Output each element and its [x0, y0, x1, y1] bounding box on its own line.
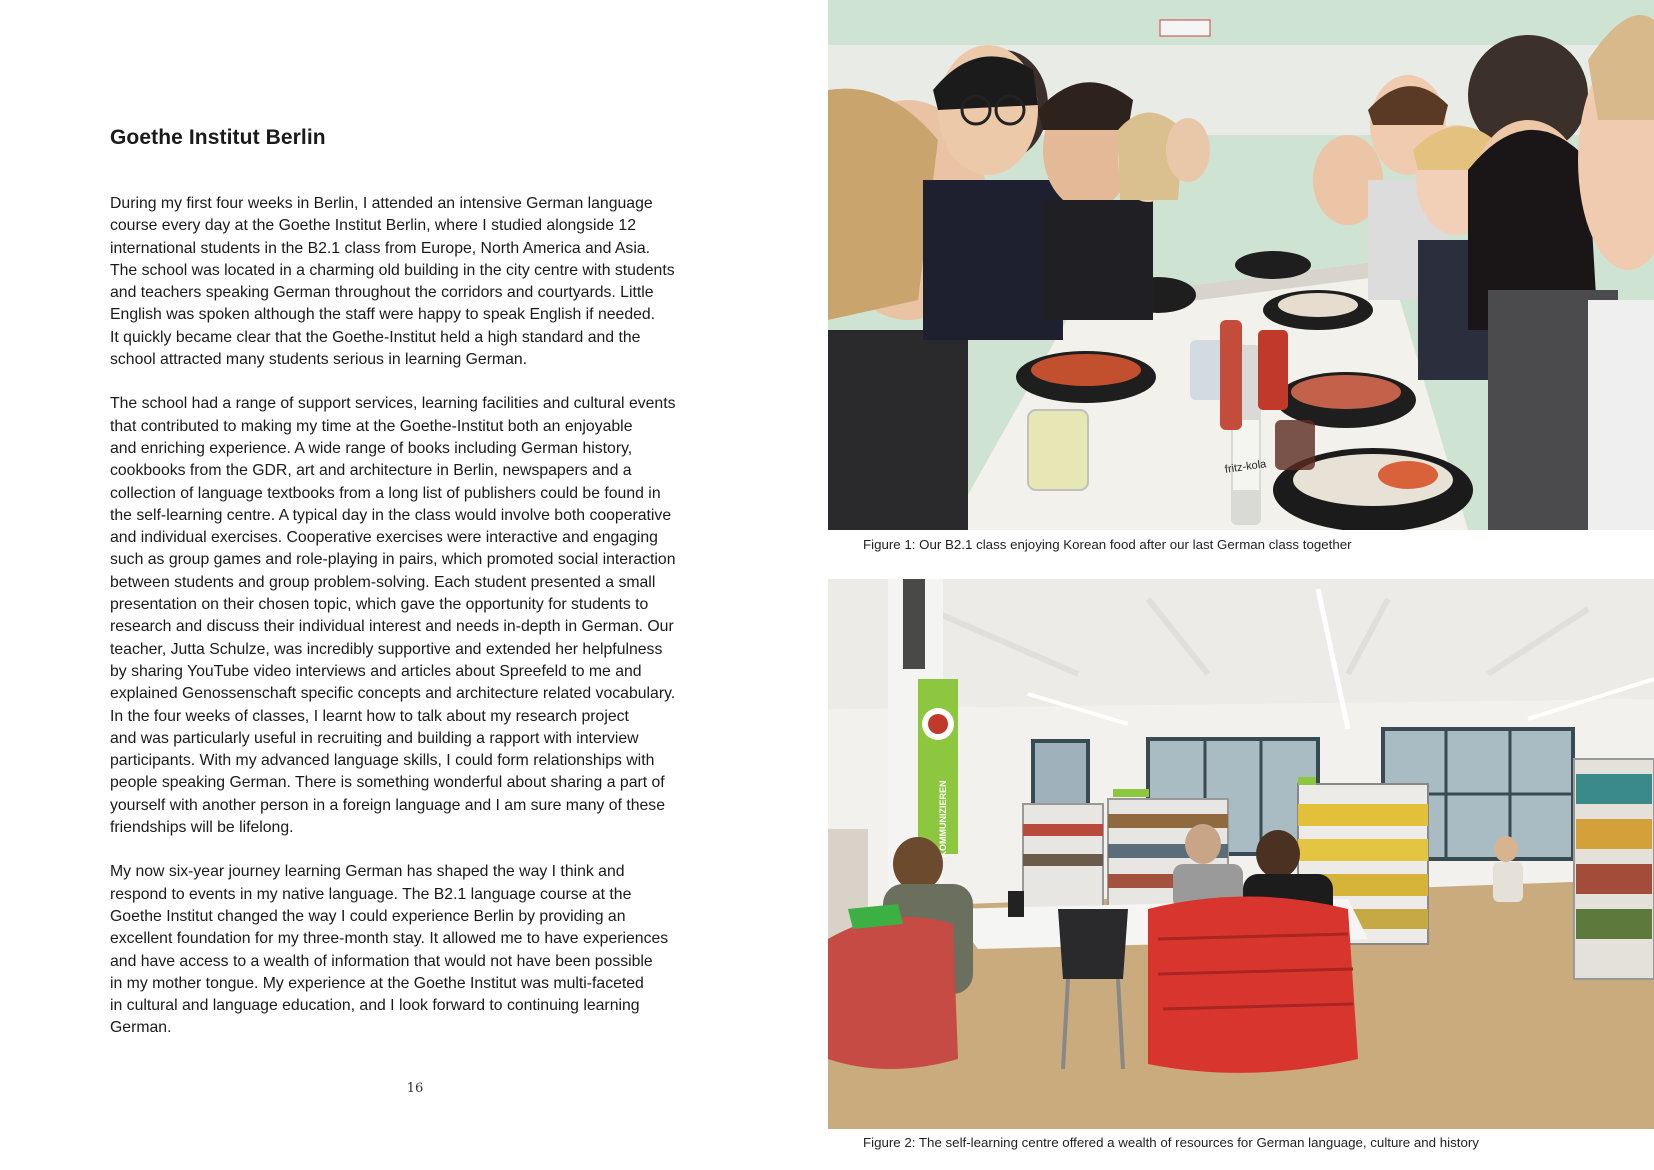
text-line: course every day at the Goethe Institut Berlin, where I studied alongside 12: [110, 217, 636, 235]
figure-2-caption: Figure 2: The self-learning centre offered a wealth of resources for German language, culture and history: [863, 1135, 1479, 1150]
text-line: school attracted many students serious in learning German.: [110, 351, 528, 369]
text-line: My now six-year journey learning German has shaped the way I think and: [110, 863, 625, 881]
paragraph-3: [110, 861, 730, 1039]
text-line: cookbooks from the GDR, art and architecture in Berlin, newspapers and a: [110, 462, 632, 480]
text-line: international students in the B2.1 class from Europe, North America and Asia.: [110, 239, 651, 257]
text-line: and was particularly useful in recruiting and building a rapport with interview: [110, 729, 639, 747]
text-line: participants. With my advanced language skills, I could form relationships with: [110, 752, 655, 770]
text-line: The school was located in a charming old building in the city centre with students: [110, 261, 675, 279]
paragraph-1: [110, 193, 730, 371]
text-line: friendships will be lifelong.: [110, 819, 294, 837]
text-line: that contributed to making my time at the Goethe-Institut both an enjoyable: [110, 417, 633, 435]
self-learning-centre-photo: [828, 579, 1654, 1129]
sign-label: KOMMUNIZIEREN: [938, 780, 948, 858]
paragraph-2: [110, 393, 730, 839]
text-line: In the four weeks of classes, I learnt how to talk about my research project: [110, 707, 629, 725]
class-dinner-photo: [828, 0, 1654, 530]
section-heading: Goethe Institut Berlin: [110, 126, 326, 149]
text-line: research and discuss their individual interest and needs in-depth in German. Our: [110, 618, 674, 636]
text-line: teacher, Jutta Schulze, was incredibly supportive and extended her helpfulness: [110, 640, 663, 658]
text-line: and teachers speaking German throughout the corridors and courtyards. Little: [110, 284, 654, 302]
text-line: between students and group problem-solving. Each student presented a small: [110, 573, 656, 591]
text-line: and enriching experience. A wide range of books including German history,: [110, 439, 633, 457]
text-line: and individual exercises. Cooperative exercises were interactive and engaging: [110, 529, 658, 547]
text-line: presentation on their chosen topic, which gave the opportunity for students to: [110, 596, 649, 614]
text-line: It quickly became clear that the Goethe-Institut held a high standard and the: [110, 328, 641, 346]
text-line: German.: [110, 1019, 172, 1037]
text-line: and have access to a wealth of information that would not have been possible: [110, 952, 653, 970]
text-line: the self-learning centre. A typical day in the class would involve both cooperative: [110, 506, 672, 524]
page-number: 16: [406, 1081, 424, 1096]
text-line: in cultural and language education, and I look forward to continuing learning: [110, 997, 640, 1015]
text-line: During my first four weeks in Berlin, I attended an intensive German language: [110, 195, 653, 212]
text-line: collection of language textbooks from a long list of publishers could be found in: [110, 484, 661, 502]
text-line: in my mother tongue. My experience at the Goethe Institut was multi-faceted: [110, 974, 644, 992]
text-line: respond to events in my native language. The B2.1 language course at the: [110, 885, 632, 903]
figure-1-caption: Figure 1: Our B2.1 class enjoying Korean food after our last German class together: [863, 537, 1352, 552]
text-line: such as group games and role-playing in pairs, which promoted social interaction: [110, 551, 676, 569]
text-line: The school had a range of support services, learning facilities and cultural events: [110, 395, 676, 413]
text-line: explained Genossenschaft specific concepts and architecture related vocabulary.: [110, 685, 676, 703]
text-line: people speaking German. There is something wonderful about sharing a part of: [110, 774, 665, 792]
text-line: Goethe Institut changed the way I could experience Berlin by providing an: [110, 907, 626, 925]
text-line: English was spoken although the staff were happy to speak English if needed.: [110, 306, 656, 324]
text-line: excellent foundation for my three-month stay. It allowed me to have experiences: [110, 930, 669, 948]
text-line: yourself with another person in a foreign language and I am sure many of these: [110, 796, 665, 814]
body-text: [110, 193, 730, 1062]
text-line: by sharing YouTube video interviews and articles about Spreefeld to me and: [110, 662, 642, 680]
bottle-label: fritz-kola: [1224, 458, 1267, 476]
